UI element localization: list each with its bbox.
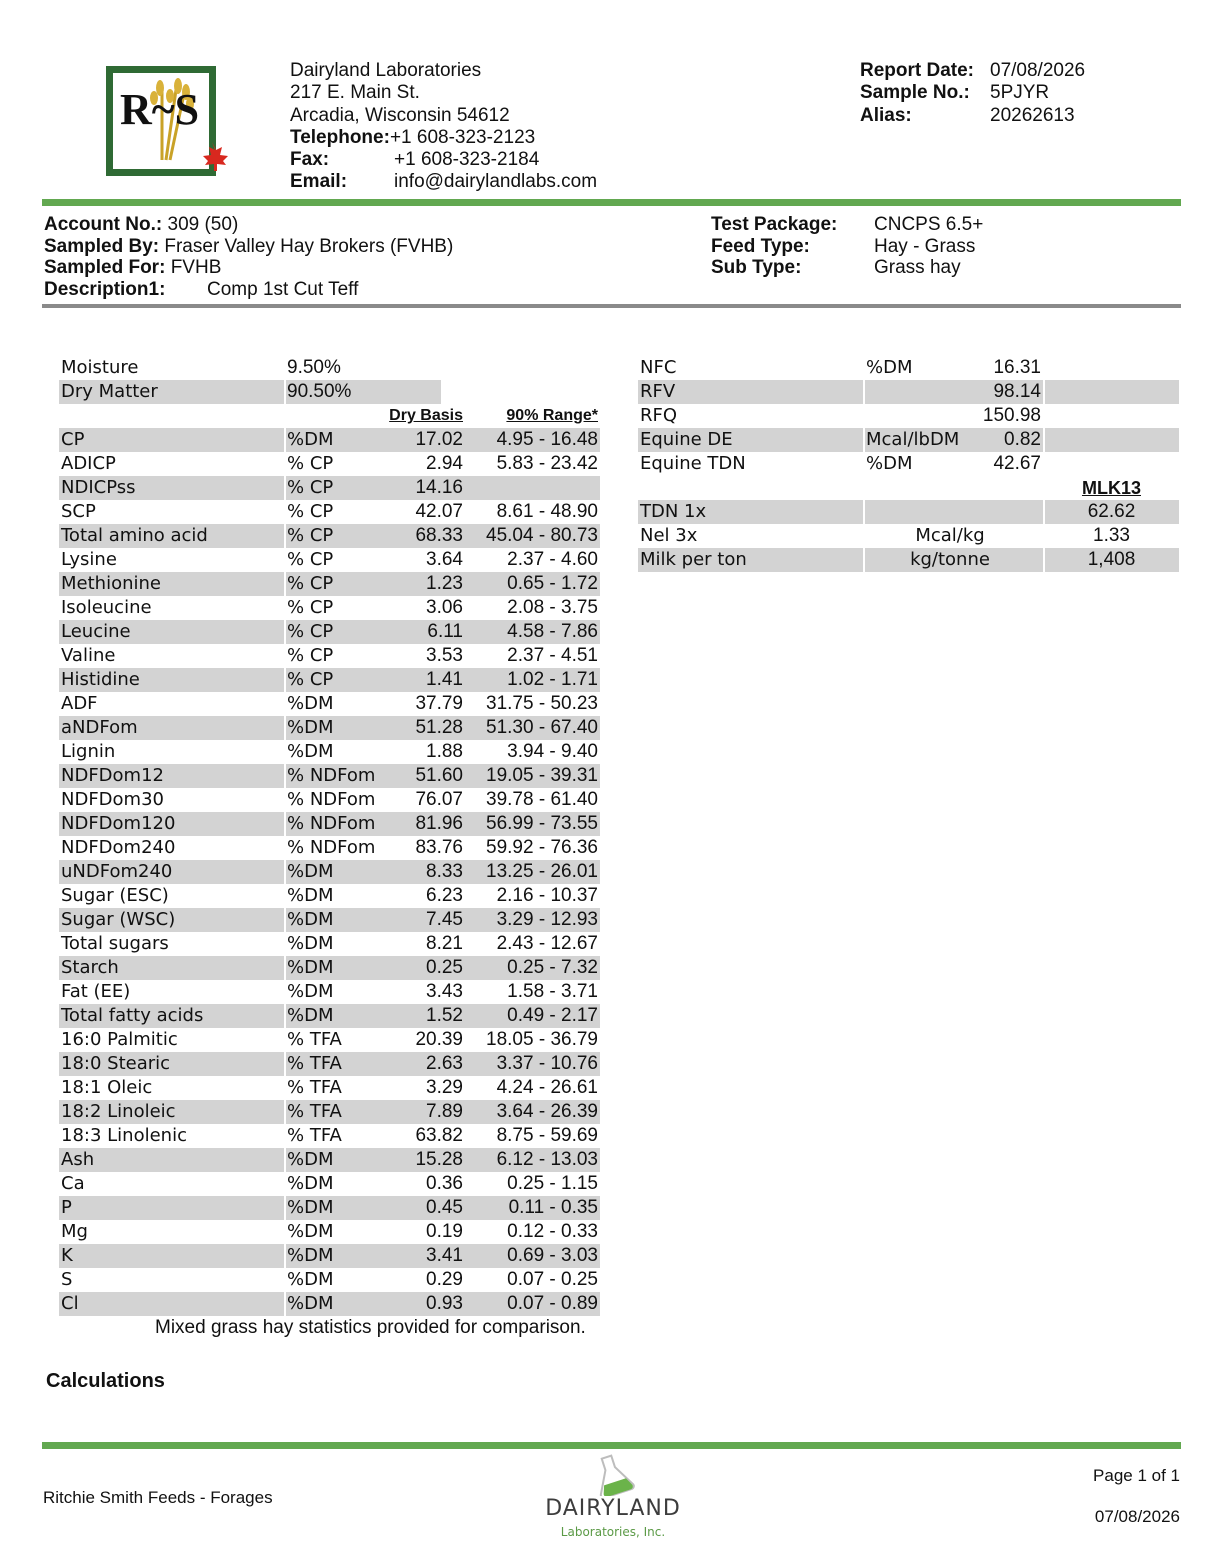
- logo-text: R~S: [120, 85, 200, 134]
- milk-value: 62.62: [1087, 501, 1136, 522]
- email-value: info@dairylandlabs.com: [394, 171, 598, 193]
- nutrient-value: 8.21: [426, 933, 463, 954]
- table-row: [59, 956, 600, 980]
- table-row: [59, 884, 600, 908]
- nutrient-range: 4.95 - 16.48: [496, 429, 598, 450]
- energy-value: 0.82: [1004, 429, 1041, 450]
- table-row: [59, 740, 600, 764]
- nutrient-range: 0.11 - 0.35: [508, 1197, 598, 1218]
- milk-rows: [638, 500, 1179, 572]
- nutrient-value: 83.76: [415, 837, 463, 858]
- nutrient-range: 8.75 - 59.69: [496, 1125, 598, 1146]
- nutrient-range: 6.12 - 13.03: [496, 1149, 598, 1170]
- energy-unit: Mcal/lbDM: [866, 429, 960, 450]
- lab-address: [290, 60, 597, 194]
- nutrient-range: 0.25 - 1.15: [507, 1173, 598, 1194]
- nutrient-name: Lignin: [61, 741, 116, 762]
- table-row: [59, 860, 600, 884]
- nutrient-value: 51.28: [415, 717, 463, 738]
- table-row: [59, 692, 600, 716]
- nutrient-name: aNDFom: [61, 717, 138, 738]
- nutrient-unit: %DM: [287, 861, 334, 882]
- nutrient-unit: %DM: [287, 1149, 334, 1170]
- nutrient-unit: %DM: [287, 1173, 334, 1194]
- table-row: [59, 1076, 600, 1100]
- nutrient-value: 0.25: [426, 957, 463, 978]
- nutrient-name: Fat (EE): [61, 981, 131, 1002]
- table-row: [59, 1004, 600, 1028]
- nutrient-unit: % NDFom: [287, 765, 376, 786]
- nutrient-name: Total sugars: [61, 933, 169, 954]
- nutrient-name: S: [61, 1269, 73, 1290]
- table-row: [59, 1244, 600, 1268]
- table-row: [59, 524, 600, 548]
- moisture-value: 9.50%: [287, 357, 341, 378]
- lab-city: Arcadia, Wisconsin 54612: [290, 104, 510, 126]
- nutrient-range: 2.16 - 10.37: [496, 885, 598, 906]
- energy-unit: %DM: [866, 453, 913, 474]
- moisture-row: [59, 356, 600, 380]
- nutrient-value: 3.43: [426, 981, 463, 1002]
- sub-type-label: Sub Type:: [711, 257, 802, 278]
- sample-no-label: Sample No.:: [860, 82, 970, 104]
- nutrient-unit: %DM: [287, 981, 334, 1002]
- table-row: [59, 1292, 600, 1316]
- nutrient-range: 0.49 - 2.17: [507, 1005, 598, 1026]
- energy-name: RFV: [640, 381, 676, 402]
- report-date: 07/08/2026: [990, 60, 1086, 81]
- test-package: CNCPS 6.5+: [874, 214, 984, 235]
- table-row: [59, 428, 600, 452]
- table-row: [59, 668, 600, 692]
- table-header-row: [59, 404, 600, 428]
- nutrient-range: 0.65 - 1.72: [507, 573, 598, 594]
- nutrient-range: 18.05 - 36.79: [486, 1029, 598, 1050]
- energy-value: 42.67: [993, 453, 1041, 474]
- table-row: [59, 812, 600, 836]
- comparison-note: Mixed grass hay statistics provided for comparison.: [155, 1317, 586, 1338]
- sampled-for-label: Sampled For:: [44, 257, 166, 278]
- nutrient-name: CP: [61, 429, 85, 450]
- nutrient-value: 68.33: [415, 525, 463, 546]
- nutrient-name: NDFDom30: [61, 789, 164, 810]
- nutrient-value: 42.07: [415, 501, 463, 522]
- nutrient-name: P: [61, 1197, 72, 1218]
- nutrient-unit: % NDFom: [287, 837, 376, 858]
- table-row: [638, 428, 1179, 452]
- nutrient-unit: % TFA: [287, 1053, 342, 1074]
- nutrient-range: 2.37 - 4.51: [507, 645, 598, 666]
- nutrient-unit: %DM: [287, 909, 334, 930]
- nutrient-name: ADICP: [61, 453, 116, 474]
- nutrient-name: Sugar (ESC): [61, 885, 169, 906]
- energy-rows: [638, 356, 1179, 476]
- flask-icon: [535, 1452, 691, 1496]
- nutrient-name: ADF: [61, 693, 98, 714]
- nutrient-value: 1.52: [426, 1005, 463, 1026]
- nutrient-range: 2.37 - 4.60: [507, 549, 598, 570]
- table-row: [59, 1268, 600, 1292]
- table-row: [59, 1100, 600, 1124]
- nutrient-name: NDICPss: [61, 477, 136, 498]
- nutrient-unit: %DM: [287, 885, 334, 906]
- nutrient-unit: %DM: [287, 933, 334, 954]
- nutrient-range: 51.30 - 67.40: [486, 717, 598, 738]
- page-number: Page 1 of 1: [1093, 1466, 1180, 1485]
- table-row: [59, 620, 600, 644]
- nutrient-unit: % TFA: [287, 1029, 342, 1050]
- lab-name: Dairyland Laboratories: [290, 60, 482, 81]
- package-info: [711, 214, 983, 279]
- nutrient-value: 3.64: [426, 549, 463, 570]
- nutrient-name: SCP: [61, 501, 96, 522]
- nutrient-name: Histidine: [61, 669, 140, 690]
- nutrient-unit: % CP: [287, 621, 334, 642]
- table-row: [638, 380, 1179, 404]
- nutrient-name: Cl: [61, 1293, 79, 1314]
- nutrient-name: Methionine: [61, 573, 161, 594]
- calculations-heading: Calculations: [46, 1370, 165, 1392]
- report-info: [860, 60, 1085, 127]
- energy-name: Equine TDN: [640, 453, 746, 474]
- nutrient-name: Total amino acid: [61, 525, 208, 546]
- dry-matter-value: 90.50%: [287, 381, 352, 402]
- nutrient-value: 15.28: [415, 1149, 463, 1170]
- milk-unit: Mcal/kg: [915, 525, 985, 546]
- nutrient-unit: % TFA: [287, 1101, 342, 1122]
- footer-divider: [42, 1442, 1181, 1449]
- nutrient-name: K: [61, 1245, 73, 1266]
- table-row: [59, 1220, 600, 1244]
- nutrient-unit: % CP: [287, 477, 334, 498]
- table-row: [59, 1028, 600, 1052]
- moisture-label: Moisture: [61, 357, 139, 378]
- table-row: [59, 908, 600, 932]
- lab-email: [290, 171, 597, 193]
- nutrient-unit: % CP: [287, 453, 334, 474]
- milk-header-row: [638, 476, 1179, 500]
- nutrient-unit: %DM: [287, 429, 334, 450]
- nutrient-unit: % CP: [287, 549, 334, 570]
- feed-type: Hay - Grass: [874, 235, 976, 257]
- nutrient-range: 31.75 - 50.23: [486, 693, 598, 714]
- nutrient-value: 20.39: [415, 1029, 463, 1050]
- nutrient-value: 3.41: [426, 1245, 463, 1266]
- lab-street: 217 E. Main St.: [290, 82, 420, 104]
- fax-label: Fax:: [290, 149, 330, 171]
- sampled-by-label: Sampled By:: [44, 235, 160, 257]
- telephone-value: +1 608-323-2123: [389, 126, 536, 148]
- table-row: [59, 572, 600, 596]
- nutrient-unit: %DM: [287, 1197, 334, 1218]
- table-row: [59, 452, 600, 476]
- nutrient-name: Lysine: [61, 549, 117, 570]
- nutrient-value: 37.79: [415, 693, 463, 714]
- nutrient-name: 16:0 Palmitic: [61, 1029, 178, 1050]
- nutrient-value: 81.96: [415, 813, 463, 834]
- feed-type-label: Feed Type:: [711, 235, 810, 257]
- logo-sub: Laboratories, Inc.: [560, 1525, 666, 1539]
- nutrient-name: NDFDom12: [61, 765, 164, 786]
- account-divider: [42, 304, 1181, 308]
- alias: 20262613: [990, 104, 1075, 126]
- table-row: [59, 764, 600, 788]
- table-row: [59, 836, 600, 860]
- nutrient-value: 3.06: [426, 597, 463, 618]
- report-date-label: Report Date:: [860, 60, 975, 81]
- nutrient-name: Valine: [61, 645, 116, 666]
- nutrient-unit: % CP: [287, 501, 334, 522]
- nutrient-value: 0.45: [426, 1197, 463, 1218]
- nutrient-name: Starch: [61, 957, 119, 978]
- account-no: 309 (50): [167, 214, 239, 235]
- nutrient-unit: %DM: [287, 1221, 334, 1242]
- nutrient-unit: % TFA: [287, 1077, 342, 1098]
- table-row: [59, 644, 600, 668]
- dry-matter-row: [59, 380, 600, 404]
- nutrient-value: 8.33: [426, 861, 463, 882]
- rs-logo: [104, 62, 236, 180]
- table-row: [59, 1196, 600, 1220]
- nutrient-unit: %DM: [287, 741, 334, 762]
- alias-label: Alias:: [860, 104, 912, 126]
- milk-value: 1.33: [1093, 525, 1130, 546]
- nutrient-name: Isoleucine: [61, 597, 152, 618]
- nutrient-unit: % CP: [287, 525, 334, 546]
- nutrient-range: 1.02 - 1.71: [507, 669, 598, 690]
- energy-name: RFQ: [640, 405, 678, 426]
- table-row: [59, 476, 600, 500]
- sub-type: Grass hay: [874, 257, 961, 278]
- nutrient-name: 18:1 Oleic: [61, 1077, 153, 1098]
- sample-no: 5PJYR: [990, 82, 1050, 104]
- nutrient-value: 3.29: [426, 1077, 463, 1098]
- milk-header: MLK13: [1081, 478, 1141, 498]
- energy-name: Equine DE: [640, 429, 733, 450]
- nutrient-range: 2.43 - 12.67: [496, 933, 598, 954]
- nutrient-name: 18:0 Stearic: [61, 1053, 171, 1074]
- milk-name: TDN 1x: [640, 501, 707, 522]
- table-row: [59, 548, 600, 572]
- nutrient-range: 5.83 - 23.42: [496, 453, 598, 474]
- nutrient-unit: % CP: [287, 573, 334, 594]
- nutrient-unit: %DM: [287, 957, 334, 978]
- energy-value: 16.31: [993, 357, 1041, 378]
- nutrient-value: 1.41: [426, 669, 463, 690]
- nutrient-name: Mg: [61, 1221, 88, 1242]
- table-row: [59, 788, 600, 812]
- table-row: [638, 356, 1179, 380]
- header-divider: [42, 199, 1181, 206]
- nutrient-range: 3.29 - 12.93: [496, 909, 598, 930]
- nutrient-name: Sugar (WSC): [61, 909, 176, 930]
- nutrient-unit: %DM: [287, 1245, 334, 1266]
- milk-name: Milk per ton: [640, 549, 747, 570]
- nutrient-range: 0.69 - 3.03: [507, 1245, 598, 1266]
- nutrient-range: 39.78 - 61.40: [486, 789, 598, 810]
- nutrient-range: 0.25 - 7.32: [507, 957, 598, 978]
- nutrient-range: 4.24 - 26.61: [496, 1077, 598, 1098]
- table-row: [59, 1172, 600, 1196]
- logo-word: DAIRYLAND: [545, 1496, 681, 1521]
- nutrient-unit: % NDFom: [287, 789, 376, 810]
- telephone-label: Telephone:: [290, 126, 390, 148]
- table-row: [59, 1148, 600, 1172]
- email-label: Email:: [290, 171, 348, 193]
- nutrient-value: 76.07: [415, 789, 463, 810]
- test-package-label: Test Package:: [711, 214, 838, 235]
- nutrient-range: 19.05 - 39.31: [486, 765, 598, 786]
- nutrient-range: 1.58 - 3.71: [507, 981, 598, 1002]
- nutrient-range: 3.64 - 26.39: [496, 1101, 598, 1122]
- nutrient-name: Leucine: [61, 621, 131, 642]
- nutrient-value: 2.63: [426, 1053, 463, 1074]
- col-dry-basis: Dry Basis: [389, 407, 463, 424]
- nutrient-value: 1.23: [426, 573, 463, 594]
- nutrient-unit: % TFA: [287, 1125, 342, 1146]
- nutrient-range: 3.94 - 9.40: [507, 741, 598, 762]
- description-label: Description1:: [44, 278, 166, 300]
- nutrient-unit: % CP: [287, 645, 334, 666]
- lab-fax: [290, 149, 597, 171]
- nutrient-range: 59.92 - 76.36: [486, 837, 598, 858]
- table-row: [59, 1124, 600, 1148]
- sampled-by: Fraser Valley Hay Brokers (FVHB): [164, 235, 454, 257]
- nutrient-value: 0.93: [426, 1293, 463, 1314]
- energy-value: 98.14: [993, 381, 1041, 402]
- nutrient-range: 8.61 - 48.90: [496, 501, 598, 522]
- table-row: [59, 596, 600, 620]
- energy-value: 150.98: [982, 405, 1041, 426]
- nutrient-name: NDFDom240: [61, 837, 176, 858]
- footer-date: 07/08/2026: [1094, 1507, 1180, 1526]
- milk-unit: kg/tonne: [910, 549, 990, 570]
- description: Comp 1st Cut Teff: [207, 278, 359, 300]
- nutrient-value: 3.53: [426, 645, 463, 666]
- nutrient-unit: % NDFom: [287, 813, 376, 834]
- nutrient-value: 14.16: [415, 477, 463, 498]
- nutrient-unit: %DM: [287, 717, 334, 738]
- account-info: [44, 214, 453, 300]
- nutrient-value: 63.82: [415, 1125, 463, 1146]
- nutrient-value: 6.11: [427, 621, 463, 642]
- nutrient-table: [59, 356, 600, 1316]
- nutrient-unit: %DM: [287, 693, 334, 714]
- nutrient-range: 4.58 - 7.86: [507, 621, 598, 642]
- nutrient-value: 2.94: [426, 453, 463, 474]
- energy-name: NFC: [640, 357, 677, 378]
- nutrient-value: 0.36: [426, 1173, 463, 1194]
- milk-name: Nel 3x: [640, 525, 698, 546]
- energy-unit: %DM: [866, 357, 913, 378]
- nutrient-value: 17.02: [415, 429, 463, 450]
- nutrient-range: 13.25 - 26.01: [486, 861, 598, 882]
- nutrient-name: NDFDom120: [61, 813, 176, 834]
- table-row: [638, 452, 1179, 476]
- nutrient-value: 0.29: [426, 1269, 463, 1290]
- nutrient-value: 0.19: [426, 1221, 463, 1242]
- nutrient-name: 18:2 Linoleic: [61, 1101, 176, 1122]
- lab-telephone: [290, 127, 597, 149]
- nutrient-value: 6.23: [426, 885, 463, 906]
- nutrient-range: 0.07 - 0.89: [507, 1293, 598, 1314]
- nutrient-unit: % CP: [287, 597, 334, 618]
- nutrient-name: Total fatty acids: [61, 1005, 204, 1026]
- table-row: [59, 500, 600, 524]
- nutrient-name: 18:3 Linolenic: [61, 1125, 187, 1146]
- sampled-for: FVHB: [170, 257, 222, 278]
- nutrient-value: 7.45: [426, 909, 463, 930]
- nutrient-name: Ca: [61, 1173, 85, 1194]
- table-row: [59, 1052, 600, 1076]
- footer-company: Ritchie Smith Feeds - Forages: [43, 1488, 273, 1507]
- nutrient-value: 51.60: [415, 765, 463, 786]
- nutrient-rows: [59, 428, 600, 1316]
- nutrient-unit: %DM: [287, 1005, 334, 1026]
- milk-value: 1,408: [1087, 549, 1136, 570]
- table-row: [638, 548, 1179, 572]
- col-range: 90% Range*: [506, 407, 598, 424]
- energy-table: [638, 356, 1179, 572]
- nutrient-unit: %DM: [287, 1293, 334, 1314]
- nutrient-name: Ash: [61, 1149, 95, 1170]
- nutrient-name: uNDFom240: [61, 861, 173, 882]
- account-label: Account No.:: [44, 214, 163, 235]
- table-row: [638, 500, 1179, 524]
- dry-matter-label: Dry Matter: [61, 381, 158, 402]
- dairyland-logo: [535, 1452, 691, 1544]
- nutrient-unit: % CP: [287, 669, 334, 690]
- fax-value: +1 608-323-2184: [394, 149, 540, 171]
- nutrient-range: 2.08 - 3.75: [507, 597, 598, 618]
- nutrient-range: 56.99 - 73.55: [486, 813, 598, 834]
- nutrient-range: 3.37 - 10.76: [496, 1053, 598, 1074]
- nutrient-range: 45.04 - 80.73: [486, 525, 598, 546]
- nutrient-value: 7.89: [426, 1101, 463, 1122]
- table-row: [638, 524, 1179, 548]
- nutrient-value: 1.88: [426, 741, 463, 762]
- table-row: [59, 980, 600, 1004]
- table-row: [59, 932, 600, 956]
- nutrient-unit: %DM: [287, 1269, 334, 1290]
- nutrient-range: 0.12 - 0.33: [507, 1221, 598, 1242]
- table-row: [638, 404, 1179, 428]
- table-row: [59, 716, 600, 740]
- nutrient-range: 0.07 - 0.25: [507, 1269, 598, 1290]
